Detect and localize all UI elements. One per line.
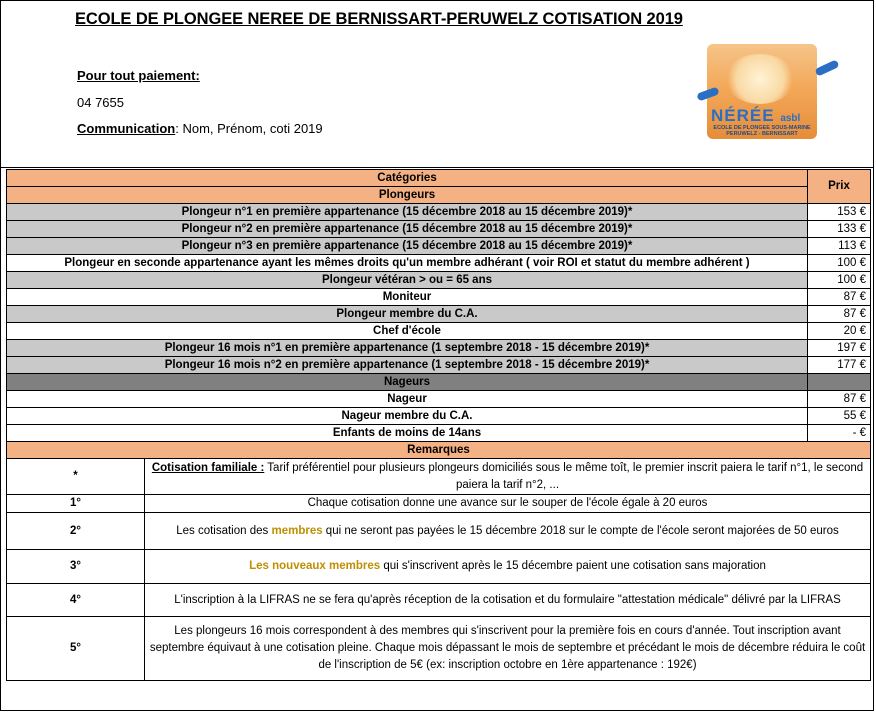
category-label: Moniteur <box>7 289 808 306</box>
remark-text <box>145 584 871 617</box>
remark-pre: Les cotisation des <box>176 524 272 537</box>
nageurs-header: Nageurs <box>7 374 808 391</box>
logo-name-text: NÉRÉE <box>711 106 775 125</box>
remark-row <box>7 550 871 584</box>
remark-number: 5° <box>7 617 145 681</box>
remark-lead: Cotisation familiale : <box>151 461 265 474</box>
remark-post: qui s'inscrivent après le 15 décembre paient une cotisation sans majoration <box>380 560 766 572</box>
diver-right-icon <box>814 59 839 76</box>
remark-row <box>7 584 871 617</box>
categories-header: Catégories <box>7 170 808 187</box>
remark-number: 1° <box>7 495 145 513</box>
logo-subtitle-2: PERUWELZ - BERNISSART <box>726 131 798 137</box>
remark-number: 4° <box>7 584 145 617</box>
remark-highlight: membres <box>271 524 323 537</box>
plongeur-row <box>7 255 871 272</box>
remark-body: Chaque cotisation donne une avance sur le souper de l'école égale à 20 euros <box>307 497 708 509</box>
category-price: 113 € <box>808 238 871 255</box>
remarques-header-row <box>7 442 871 459</box>
logo-subtitle <box>710 125 814 137</box>
plongeur-row <box>7 323 871 340</box>
remark-number: 2° <box>7 513 145 550</box>
category-label: Plongeur 16 mois n°1 en première appartenance (1 septembre 2018 - 15 décembre 2019)* <box>7 340 808 357</box>
category-label: Nageur <box>7 391 808 408</box>
category-price: 87 € <box>808 289 871 306</box>
category-label: Plongeur vétéran > ou = 65 ans <box>7 272 808 289</box>
remark-row <box>7 495 871 513</box>
remark-number: 3° <box>7 550 145 584</box>
logo-badge <box>707 44 817 139</box>
category-price: 20 € <box>808 323 871 340</box>
remark-post: qui ne seront pas payées le 15 décembre 2018 sur le compte de l'école seront majorées de 50 euros <box>322 524 839 537</box>
category-price: 87 € <box>808 306 871 323</box>
plongeur-row <box>7 306 871 323</box>
logo-sun-icon <box>725 54 795 104</box>
category-label: Plongeur n°3 en première appartenance (15 décembre 2018 au 15 décembre 2019)* <box>7 238 808 255</box>
remark-body: L'inscription à la LIFRAS ne se fera qu'après réception de la cotisation et du formulaire "attestation médicale" délivré par la LIFRAS <box>174 593 841 606</box>
plongeur-row <box>7 204 871 221</box>
plongeur-row <box>7 340 871 357</box>
category-price: 197 € <box>808 340 871 357</box>
category-price: 100 € <box>808 255 871 272</box>
prix-header: Prix <box>808 170 871 204</box>
logo-asbl: asbl <box>780 113 801 124</box>
category-price: - € <box>808 425 871 442</box>
plongeurs-header: Plongeurs <box>7 187 808 204</box>
plongeur-row <box>7 221 871 238</box>
nageur-row <box>7 425 871 442</box>
nageurs-header-price <box>808 374 871 391</box>
remark-text <box>145 513 871 550</box>
remark-body: Tarif préférentiel pour plusieurs plongeurs domiciliés sous le même toît, le premier inscrit paiera le tarif n°1, le second paiera la tarif n°2, ... <box>264 461 864 491</box>
category-price: 153 € <box>808 204 871 221</box>
category-label: Chef d'école <box>7 323 808 340</box>
payment-label: Pour tout paiement: <box>77 68 200 83</box>
communication-value: : Nom, Prénom, coti 2019 <box>175 121 323 136</box>
remark-text <box>145 617 871 681</box>
category-label: Enfants de moins de 14ans <box>7 425 808 442</box>
category-price: 133 € <box>808 221 871 238</box>
neree-logo <box>697 42 839 141</box>
nageur-row <box>7 408 871 425</box>
category-label: Plongeur 16 mois n°2 en première appartenance (1 septembre 2018 - 15 décembre 2019)* <box>7 357 808 374</box>
category-label: Plongeur en seconde appartenance ayant les mêmes droits qu'un membre adhérant ( voir ROI et statut du membre adhérent ) <box>7 255 808 272</box>
remark-text <box>145 495 871 513</box>
nageur-row <box>7 391 871 408</box>
communication-label: Communication <box>77 121 176 136</box>
price-table <box>6 169 871 681</box>
page-title: ECOLE DE PLONGEE NEREE DE BERNISSART-PERUWELZ COTISATION 2019 <box>75 10 683 28</box>
category-price: 177 € <box>808 357 871 374</box>
remark-text <box>145 459 871 495</box>
remark-row <box>7 513 871 550</box>
remark-text <box>145 550 871 584</box>
plongeur-row <box>7 289 871 306</box>
category-label: Plongeur n°1 en première appartenance (15 décembre 2018 au 15 décembre 2019)* <box>7 204 808 221</box>
communication-line <box>77 121 323 136</box>
category-price: 55 € <box>808 408 871 425</box>
category-label: Nageur membre du C.A. <box>7 408 808 425</box>
category-label: Plongeur n°2 en première appartenance (15 décembre 2018 au 15 décembre 2019)* <box>7 221 808 238</box>
category-price: 87 € <box>808 391 871 408</box>
remark-row <box>7 617 871 681</box>
category-label: Plongeur membre du C.A. <box>7 306 808 323</box>
remark-number: * <box>7 459 145 495</box>
logo-name <box>711 106 800 126</box>
logo-subtitle-1: ECOLE DE PLONGEE SOUS-MARINE <box>713 125 811 131</box>
remark-highlight: Les nouveaux membres <box>249 560 381 572</box>
remark-body: Les plongeurs 16 mois correspondent à des membres qui s'inscrivent pour la première fois en cours d'année. Tout inscription avant septembre équivaut à une cotisation pleine. Chaque mois dépassant le mois de septembre et précédant le mois de décembre réduira le coût de l'inscription de 5€ (ex: inscription octobre en 1ère appartenance : 192€) <box>149 625 866 671</box>
sheet-header <box>1 1 873 168</box>
account-number: 04 7655 <box>77 95 124 110</box>
nageurs-header-row <box>7 374 871 391</box>
remark-row <box>7 459 871 495</box>
remarques-header: Remarques <box>7 442 871 459</box>
plongeur-row <box>7 357 871 374</box>
category-price: 100 € <box>808 272 871 289</box>
plongeur-row <box>7 272 871 289</box>
plongeur-row <box>7 238 871 255</box>
